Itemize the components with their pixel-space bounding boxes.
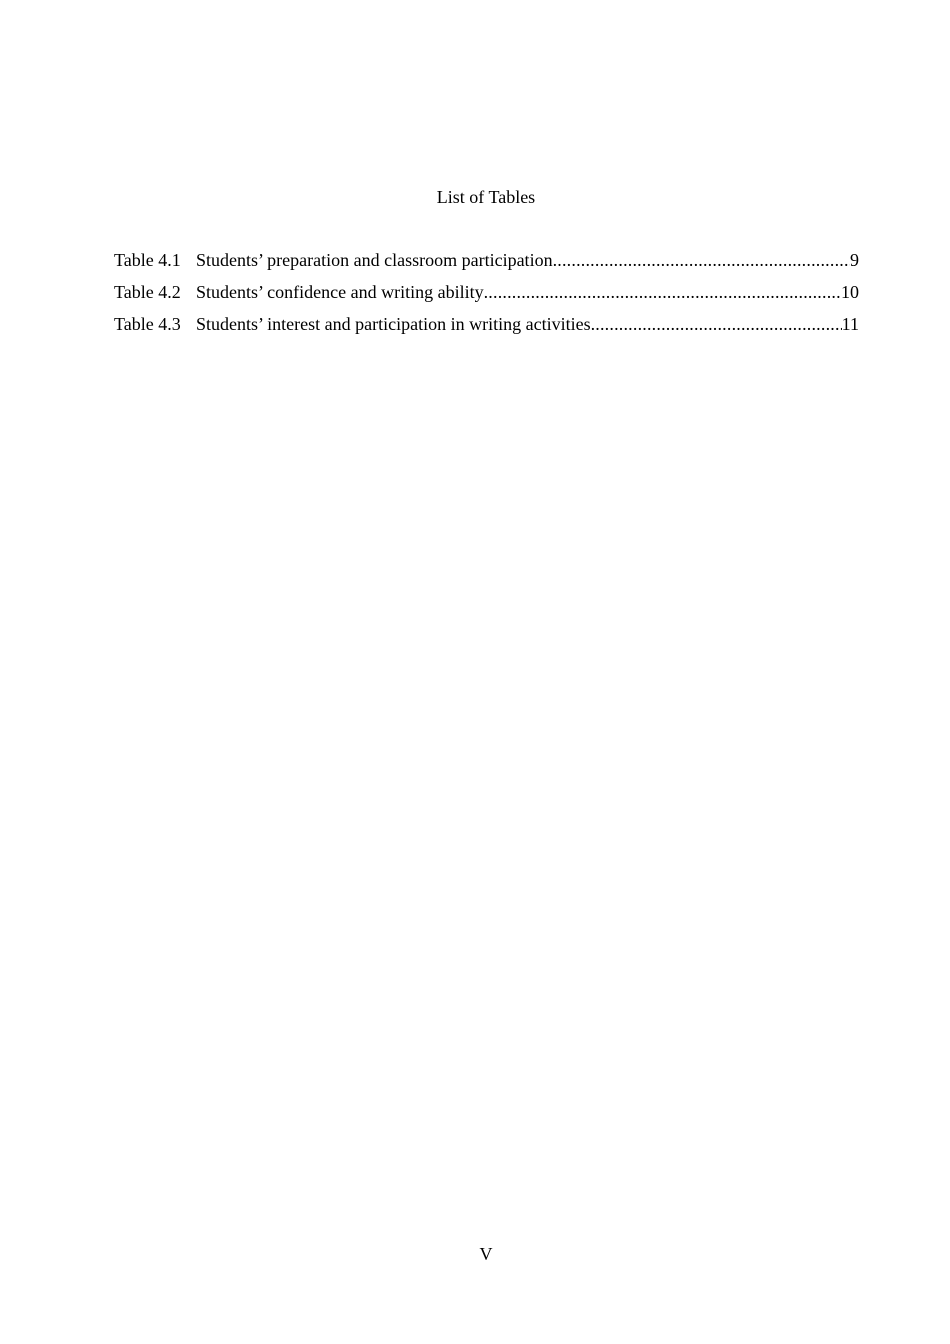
- toc-entry[interactable]: [114, 281, 859, 313]
- page-number: V: [479, 1244, 493, 1264]
- table-caption: Students’ preparation and classroom participation: [196, 250, 553, 270]
- page-reference: 11: [841, 314, 859, 334]
- table-caption: Students’ interest and participation in writing activities: [196, 314, 591, 334]
- table-number: Table 4.2: [114, 282, 181, 302]
- table-number: Table 4.1: [114, 250, 181, 270]
- list-of-tables: [114, 249, 859, 345]
- page-reference: 10: [841, 282, 859, 302]
- toc-entry[interactable]: [114, 249, 859, 281]
- page-reference: 9: [850, 250, 859, 270]
- dot-leader: [484, 281, 841, 303]
- dot-leader: [591, 313, 842, 335]
- table-number: Table 4.3: [114, 314, 181, 334]
- toc-entry[interactable]: [114, 313, 859, 345]
- page-title: List of Tables: [436, 187, 536, 207]
- table-caption: Students’ confidence and writing ability: [196, 282, 484, 302]
- dot-leader: [553, 249, 850, 271]
